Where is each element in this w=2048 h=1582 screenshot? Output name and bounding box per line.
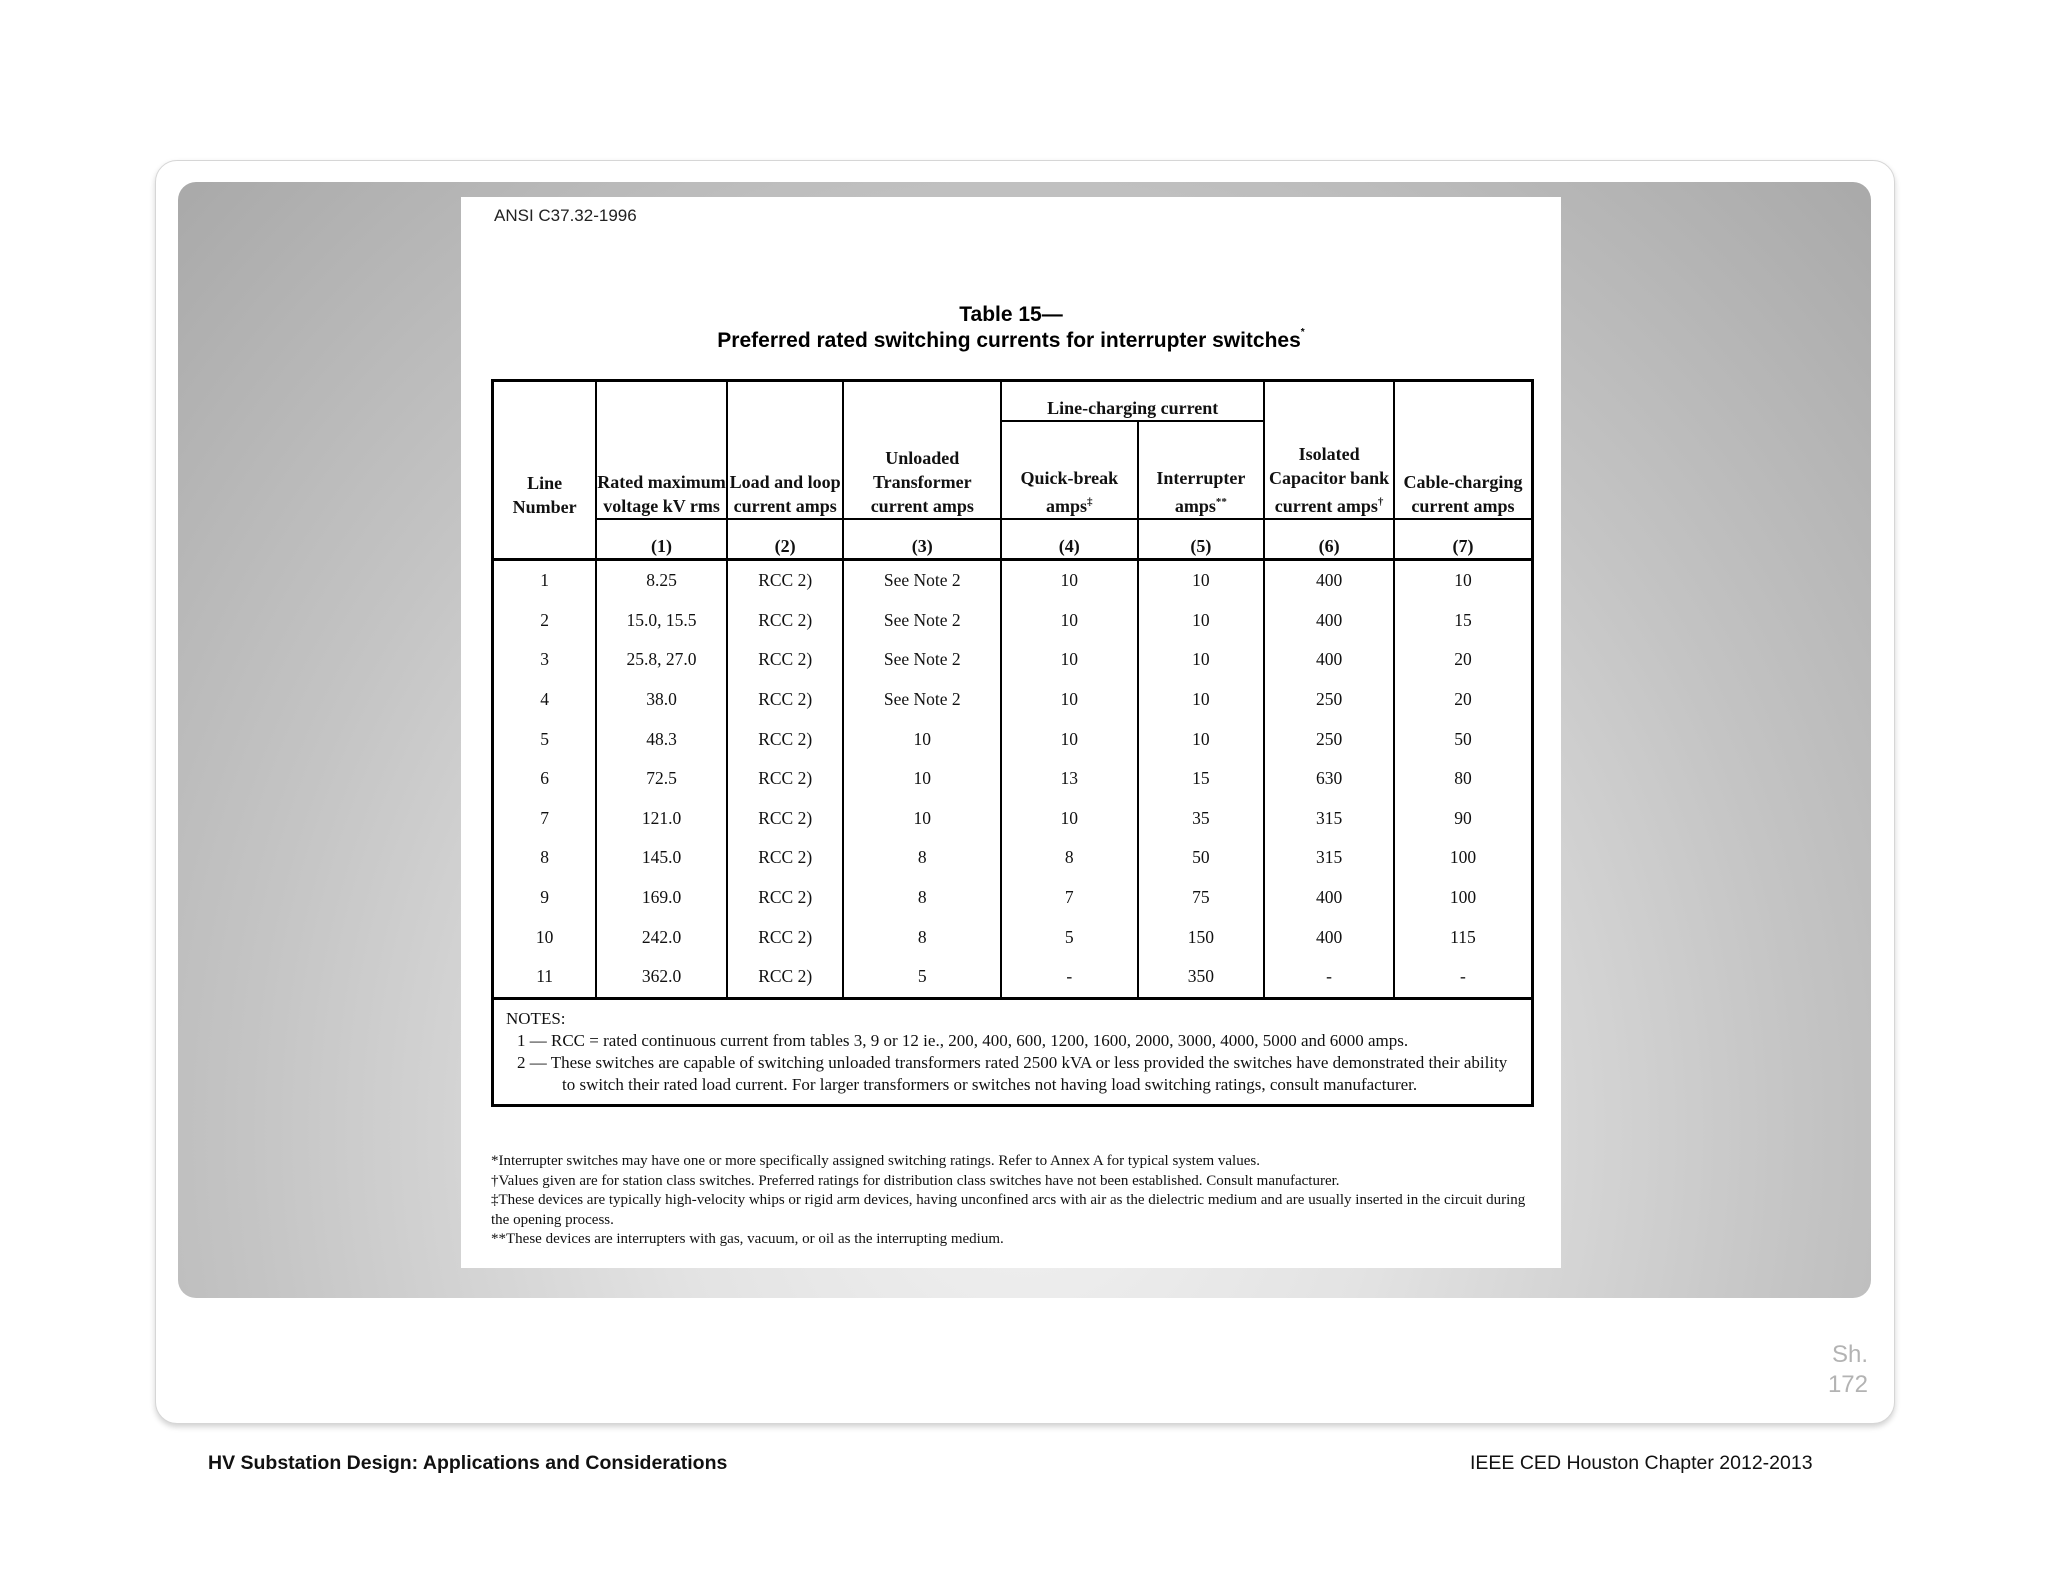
- table-cell: 11: [493, 957, 597, 998]
- table-cell: 35: [1138, 799, 1265, 839]
- table-cell: RCC 2): [727, 878, 844, 918]
- table-cell: 10: [1001, 799, 1137, 839]
- table-cell: 7: [1001, 878, 1137, 918]
- table-cell: 9: [493, 878, 597, 918]
- footnotes: [491, 1152, 1541, 1250]
- table-cell: 5: [493, 719, 597, 759]
- table-cell: 7: [493, 799, 597, 839]
- table-cell: 13: [1001, 759, 1137, 799]
- footer-organization: IEEE CED Houston Chapter 2012-2013: [1470, 1452, 1813, 1474]
- table-notes: [493, 998, 1533, 1105]
- header-col-number: (7): [1394, 519, 1533, 560]
- table-cell: 10: [1138, 560, 1265, 601]
- table-cell: 10: [1138, 680, 1265, 720]
- table-cell: See Note 2: [843, 560, 1001, 601]
- title-footnote-mark: *: [1300, 327, 1305, 338]
- table-cell: See Note 2: [843, 680, 1001, 720]
- table-cell: 15: [1394, 601, 1533, 641]
- footnote-quick-break: ‡These devices are typically high-velocity whips or rigid arm devices, having unconfined arcs with air as the dielectric medium and are usually inserted in the circuit during the opening process.: [491, 1192, 1526, 1228]
- table-cell: RCC 2): [727, 560, 844, 601]
- table-cell: 250: [1264, 680, 1394, 720]
- table-row: [493, 838, 1533, 878]
- table-title: [461, 304, 1561, 352]
- table-cell: 350: [1138, 957, 1265, 998]
- table-cell: -: [1001, 957, 1137, 998]
- table-cell: 48.3: [596, 719, 727, 759]
- table-cell: 72.5: [596, 759, 727, 799]
- table-cell: 50: [1394, 719, 1533, 759]
- table-cell: 8: [493, 838, 597, 878]
- table-cell: 242.0: [596, 917, 727, 957]
- table-cell: 2: [493, 601, 597, 641]
- table-cell: 80: [1394, 759, 1533, 799]
- table-row: [493, 640, 1533, 680]
- note-1: 1 — RCC = rated continuous current from tables 3, 9 or 12 ie., 200, 400, 600, 1200, 1600, 2000, 3000, 4000, 5000 and 6000 amps.: [517, 1030, 1409, 1050]
- table-cell: 25.8, 27.0: [596, 640, 727, 680]
- table-cell: 38.0: [596, 680, 727, 720]
- header-line-number: Line Number: [493, 381, 597, 520]
- table-cell: 8: [1001, 838, 1137, 878]
- table-cell: 400: [1264, 601, 1394, 641]
- header-rated-voltage: Rated maximum voltage kV rms: [596, 381, 727, 520]
- table-cell: 150: [1138, 917, 1265, 957]
- header-col-number: (3): [843, 519, 1001, 560]
- header-col-number: (4): [1001, 519, 1137, 560]
- footer-course-title: HV Substation Design: Applications and Considerations: [208, 1452, 728, 1474]
- table-cell: -: [1394, 957, 1533, 998]
- table-cell: 1: [493, 560, 597, 601]
- table-row: [493, 680, 1533, 720]
- table-cell: RCC 2): [727, 838, 844, 878]
- table-cell: RCC 2): [727, 680, 844, 720]
- table-cell: 10: [493, 917, 597, 957]
- table-cell: RCC 2): [727, 640, 844, 680]
- table-row: [493, 759, 1533, 799]
- table-cell: See Note 2: [843, 601, 1001, 641]
- standard-id: ANSI C37.32-1996: [494, 206, 637, 225]
- table-cell: 145.0: [596, 838, 727, 878]
- table-cell: 400: [1264, 640, 1394, 680]
- table-cell: RCC 2): [727, 957, 844, 998]
- table-cell: 400: [1264, 878, 1394, 918]
- header-load-loop-current: Load and loop current amps: [727, 381, 844, 520]
- table-cell: 400: [1264, 560, 1394, 601]
- footnote-interrupter-medium: **These devices are interrupters with gas, vacuum, or oil as the interrupting medium.: [491, 1231, 1004, 1247]
- table-cell: 8: [843, 917, 1001, 957]
- sheet-number: [1800, 1340, 1868, 1400]
- footnote-station-class: †Values given are for station class switches. Preferred ratings for distribution class switches have not been established. Consult manufacturer.: [491, 1172, 1340, 1189]
- table-cell: 3: [493, 640, 597, 680]
- table-row: [493, 560, 1533, 601]
- table-cell: 100: [1394, 878, 1533, 918]
- table-cell: -: [1264, 957, 1394, 998]
- table-cell: 75: [1138, 878, 1265, 918]
- table-cell: 10: [1138, 719, 1265, 759]
- table-cell: 10: [1394, 560, 1533, 601]
- table-cell: RCC 2): [727, 601, 844, 641]
- table-row: [493, 878, 1533, 918]
- table-cell: 15.0, 15.5: [596, 601, 727, 641]
- table-cell: 4: [493, 680, 597, 720]
- table-cell: 121.0: [596, 799, 727, 839]
- table-cell: 10: [1001, 680, 1137, 720]
- table-cell: 115: [1394, 917, 1533, 957]
- document-page: [461, 197, 1561, 1268]
- table-title-line1: Table 15—: [959, 303, 1063, 326]
- table-cell: 10: [1001, 719, 1137, 759]
- note-2: 2 — These switches are capable of switching unloaded transformers rated 2500 kVA or less provided the switches have demonstrated their ability to switch their rated load current. For larger transformers or switches not having load switching ratings, consult manufacturer.: [517, 1052, 1508, 1094]
- table-cell: 5: [843, 957, 1001, 998]
- table-row: [493, 957, 1533, 998]
- table-cell: RCC 2): [727, 917, 844, 957]
- table-cell: 5: [1001, 917, 1137, 957]
- header-quick-break: Quick-break amps‡: [1001, 421, 1137, 519]
- table-cell: RCC 2): [727, 759, 844, 799]
- table-cell: 10: [843, 759, 1001, 799]
- table-cell: 10: [1138, 601, 1265, 641]
- table-cell: 50: [1138, 838, 1265, 878]
- header-col-number: (2): [727, 519, 844, 560]
- table-cell: RCC 2): [727, 719, 844, 759]
- table-cell: 15: [1138, 759, 1265, 799]
- table-cell: 10: [1001, 601, 1137, 641]
- header-line-charging-group: Line-charging current: [1001, 381, 1264, 422]
- table-cell: 169.0: [596, 878, 727, 918]
- table-cell: 630: [1264, 759, 1394, 799]
- table-cell: 8: [843, 878, 1001, 918]
- table-cell: 10: [843, 799, 1001, 839]
- header-capacitor-bank: Isolated Capacitor bank current amps†: [1264, 381, 1394, 520]
- notes-heading: NOTES:: [506, 1008, 566, 1028]
- switching-currents-table: [491, 379, 1534, 1107]
- table-cell: 362.0: [596, 957, 727, 998]
- sheet-label: Sh.: [1831, 1341, 1868, 1368]
- table-cell: 400: [1264, 917, 1394, 957]
- table-title-line2: Preferred rated switching currents for interrupter switches: [717, 329, 1301, 352]
- table-cell: 20: [1394, 640, 1533, 680]
- table-cell: 8.25: [596, 560, 727, 601]
- table-row: [493, 799, 1533, 839]
- header-interrupter: Interrupter amps**: [1138, 421, 1265, 519]
- table-cell: RCC 2): [727, 799, 844, 839]
- table-cell: 10: [1001, 640, 1137, 680]
- header-cable-charging: Cable-charging current amps: [1394, 381, 1533, 520]
- table-row: [493, 719, 1533, 759]
- table-cell: 20: [1394, 680, 1533, 720]
- table-cell: 315: [1264, 799, 1394, 839]
- table-cell: 6: [493, 759, 597, 799]
- table-cell: See Note 2: [843, 640, 1001, 680]
- table-cell: 315: [1264, 838, 1394, 878]
- header-col-number: (5): [1138, 519, 1265, 560]
- table-row: [493, 601, 1533, 641]
- header-col-number: (6): [1264, 519, 1394, 560]
- table-cell: 100: [1394, 838, 1533, 878]
- table-cell: 90: [1394, 799, 1533, 839]
- sheet-number-value: 172: [1827, 1371, 1868, 1398]
- table-cell: 10: [1001, 560, 1137, 601]
- table-row: [493, 917, 1533, 957]
- table-cell: 10: [1138, 640, 1265, 680]
- table-cell: 250: [1264, 719, 1394, 759]
- footnote-interrupter: *Interrupter switches may have one or more specifically assigned switching ratings. Refer to Annex A for typical system values.: [491, 1153, 1260, 1169]
- table-cell: 10: [843, 719, 1001, 759]
- header-col-number: (1): [596, 519, 727, 560]
- table-cell: 8: [843, 838, 1001, 878]
- notes-row: [493, 998, 1533, 1105]
- header-unloaded-transformer: Unloaded Transformer current amps: [843, 381, 1001, 520]
